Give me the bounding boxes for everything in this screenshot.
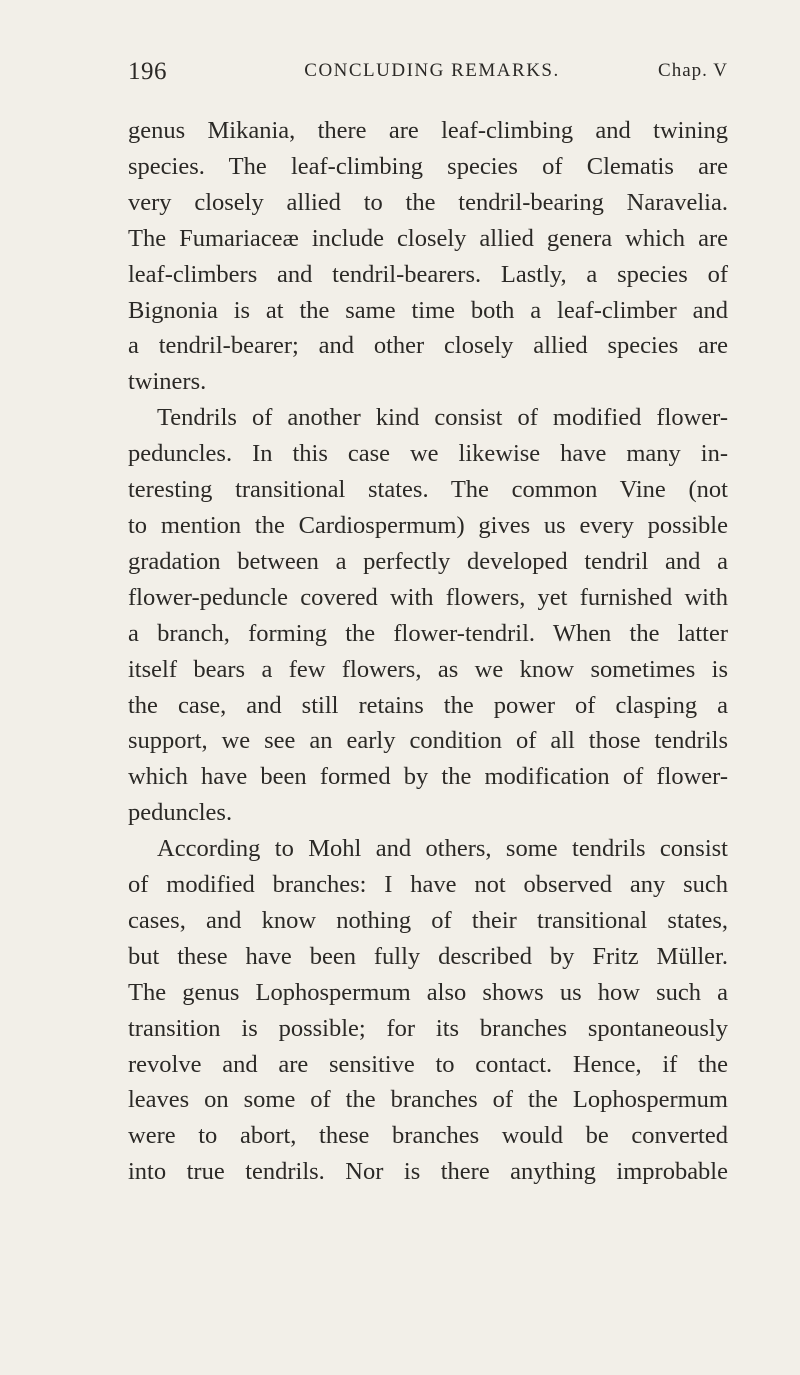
text-line: Tendrils of another kind consist of modified flower- xyxy=(157,404,728,432)
body-text xyxy=(128,113,728,1190)
text-line: The Fumariaceæ include closely allied genera which are xyxy=(128,224,728,252)
page-header xyxy=(128,58,728,92)
text-line: cases, and know nothing of their transitional states, xyxy=(128,906,728,934)
text-line: genus Mikania, there are leaf-climbing and twining xyxy=(128,117,728,144)
text-line: into true tendrils. Nor is there anything improbable xyxy=(128,1158,728,1186)
text-line: to mention the Cardiospermum) gives us every possible xyxy=(128,511,728,539)
text-line: species. The leaf-climbing species of Clematis are xyxy=(128,152,728,180)
text-line: teresting transitional states. The common Vine (not xyxy=(128,476,728,504)
text-line: very closely allied to the tendril-bearing Naravelia. xyxy=(128,188,728,216)
text-line: but these have been fully described by Fritz Müller. xyxy=(128,942,728,970)
text-line: peduncles. In this case we likewise have many in- xyxy=(128,440,728,468)
page-number: 196 xyxy=(128,58,167,85)
text-line: were to abort, these branches would be converted xyxy=(128,1122,728,1150)
paragraph xyxy=(128,400,728,831)
text-line: twiners. xyxy=(128,368,207,396)
text-line: a tendril-bearer; and other closely allied species are xyxy=(128,332,728,360)
text-line: transition is possible; for its branches spontaneously xyxy=(128,1014,728,1042)
text-line: of modified branches: I have not observed any such xyxy=(128,871,728,899)
text-line: revolve and are sensitive to contact. Hence, if the xyxy=(128,1050,728,1078)
chapter-label: Chap. V xyxy=(658,60,728,81)
text-line: The genus Lophospermum also shows us how such a xyxy=(128,978,728,1006)
text-line: According to Mohl and others, some tendrils consist xyxy=(157,835,728,863)
text-line: leaves on some of the branches of the Lophospermum xyxy=(128,1086,728,1114)
text-line: itself bears a few flowers, as we know sometimes is xyxy=(128,655,728,683)
text-line: leaf-climbers and tendril-bearers. Lastly, a species of xyxy=(128,260,728,288)
text-line: Bignonia is at the same time both a leaf-climber and xyxy=(128,296,728,324)
text-line: support, we see an early condition of all those tendrils xyxy=(128,727,728,755)
text-line: flower-peduncle covered with flowers, yet furnished with xyxy=(128,583,728,611)
text-line: a branch, forming the flower-tendril. When the latter xyxy=(128,619,728,647)
paragraph xyxy=(128,113,728,400)
text-line: peduncles. xyxy=(128,799,233,827)
paragraph xyxy=(128,831,728,1190)
text-line: gradation between a perfectly developed tendril and a xyxy=(128,547,728,575)
running-title: CONCLUDING REMARKS. xyxy=(304,60,560,81)
text-line: which have been formed by the modification of flower- xyxy=(128,763,728,791)
text-line: the case, and still retains the power of clasping a xyxy=(128,691,728,719)
